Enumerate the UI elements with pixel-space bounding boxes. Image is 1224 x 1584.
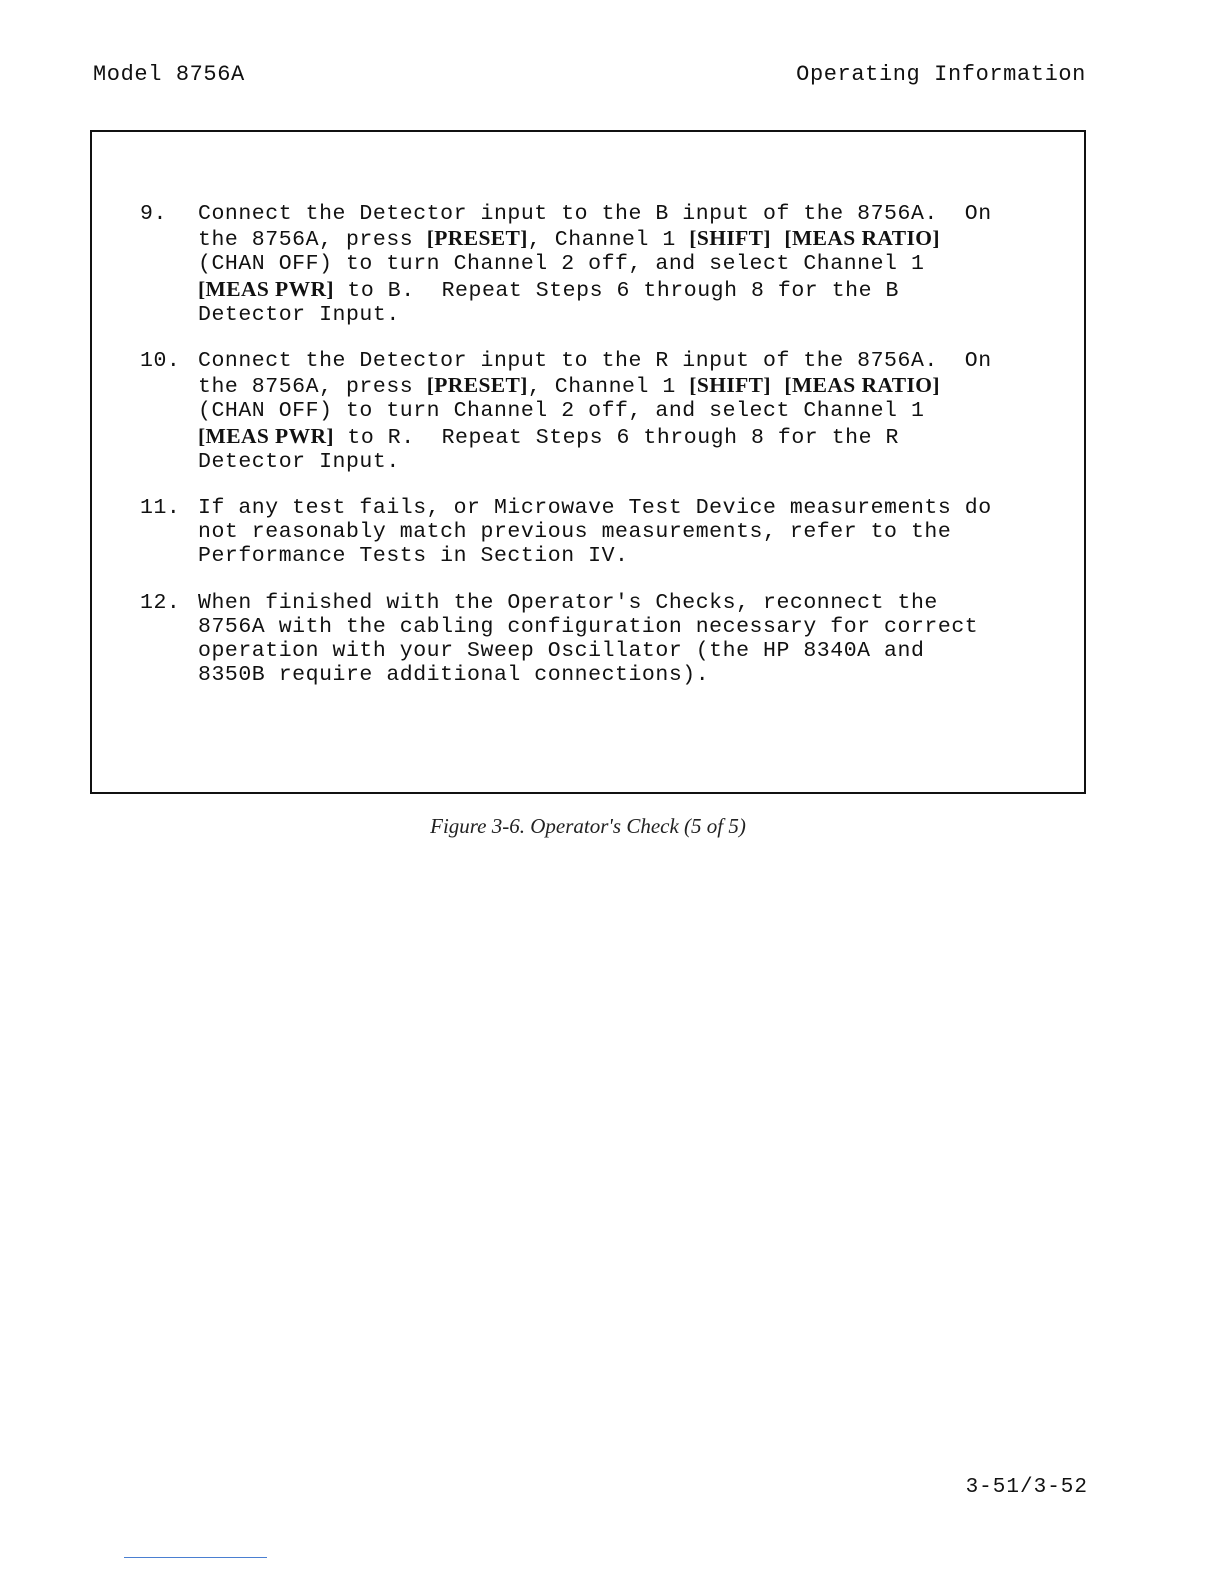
step-text xyxy=(198,202,1060,327)
text-segment: Detector Input. xyxy=(198,302,400,327)
text-segment: not reasonably match previous measurements, refer to the xyxy=(198,520,952,545)
procedure-step xyxy=(140,496,1060,569)
step-text xyxy=(198,591,1060,688)
step-line xyxy=(198,615,1060,639)
key-label: [MEAS PWR] xyxy=(198,423,334,448)
step-line xyxy=(198,399,1060,423)
key-label: [PRESET] xyxy=(426,226,528,251)
step-line xyxy=(198,544,1060,568)
step-line xyxy=(198,373,1060,399)
key-label: [SHIFT] xyxy=(689,373,771,398)
figure-caption: Figure 3-6. Operator's Check (5 of 5) xyxy=(430,814,746,838)
text-segment: Connect the Detector input to the R input of the 8756A. On xyxy=(198,349,992,374)
key-label: [SHIFT] xyxy=(689,226,771,251)
procedure-step xyxy=(140,202,1060,327)
text-segment: the 8756A, press xyxy=(198,228,427,253)
running-header-section: Operating Information xyxy=(796,62,1086,87)
text-segment: 8350B require additional connections). xyxy=(198,663,710,688)
step-line xyxy=(198,496,1060,520)
text-segment: to B. Repeat Steps 6 through 8 for the B xyxy=(333,278,899,303)
step-line xyxy=(198,226,1060,252)
step-line xyxy=(198,252,1060,276)
running-header-model: Model 8756A xyxy=(93,62,245,87)
step-line xyxy=(198,520,1060,544)
text-segment: (CHAN OFF) to turn Channel 2 off, and select Channel 1 xyxy=(198,252,925,277)
step-text xyxy=(198,349,1060,474)
procedure-steps xyxy=(140,202,1060,709)
text-segment xyxy=(771,375,784,399)
step-line xyxy=(198,303,1060,327)
key-label: [MEAS RATIO] xyxy=(784,373,940,398)
text-segment: the 8756A, press xyxy=(198,375,427,400)
step-line xyxy=(198,349,1060,373)
step-number: 12. xyxy=(140,590,181,615)
text-segment: 8756A with the cabling configuration necessary for correct xyxy=(198,614,979,639)
step-number: 10. xyxy=(140,349,181,374)
step-text xyxy=(198,496,1060,569)
step-line xyxy=(198,424,1060,450)
text-segment: , Channel 1 xyxy=(527,375,690,400)
text-segment: to R. Repeat Steps 6 through 8 for the R xyxy=(333,425,899,450)
text-segment: When finished with the Operator's Checks, reconnect the xyxy=(198,590,938,615)
footer-rule xyxy=(124,1557,267,1558)
figure-frame xyxy=(90,130,1086,794)
step-line xyxy=(198,202,1060,226)
key-label: [MEAS PWR] xyxy=(198,276,334,301)
step-line xyxy=(198,591,1060,615)
key-label: [PRESET] xyxy=(426,373,528,398)
step-line xyxy=(198,450,1060,474)
step-number: 11. xyxy=(140,496,181,521)
text-segment: , Channel 1 xyxy=(527,228,690,253)
step-number: 9. xyxy=(140,202,167,226)
procedure-step xyxy=(140,349,1060,474)
key-label: [MEAS RATIO] xyxy=(784,226,940,251)
text-segment: Detector Input. xyxy=(198,449,400,474)
step-line xyxy=(198,663,1060,687)
text-segment: If any test fails, or Microwave Test Device measurements do xyxy=(198,496,992,521)
text-segment: Connect the Detector input to the B input of the 8756A. On xyxy=(198,202,992,226)
step-line xyxy=(198,639,1060,663)
step-line xyxy=(198,277,1060,303)
text-segment xyxy=(771,228,784,252)
text-segment: operation with your Sweep Oscillator (the HP 8340A and xyxy=(198,639,925,664)
text-segment: Performance Tests in Section IV. xyxy=(198,544,629,569)
page-number: 3-51/3-52 xyxy=(965,1476,1088,1499)
procedure-step xyxy=(140,591,1060,688)
text-segment: (CHAN OFF) to turn Channel 2 off, and select Channel 1 xyxy=(198,399,925,424)
